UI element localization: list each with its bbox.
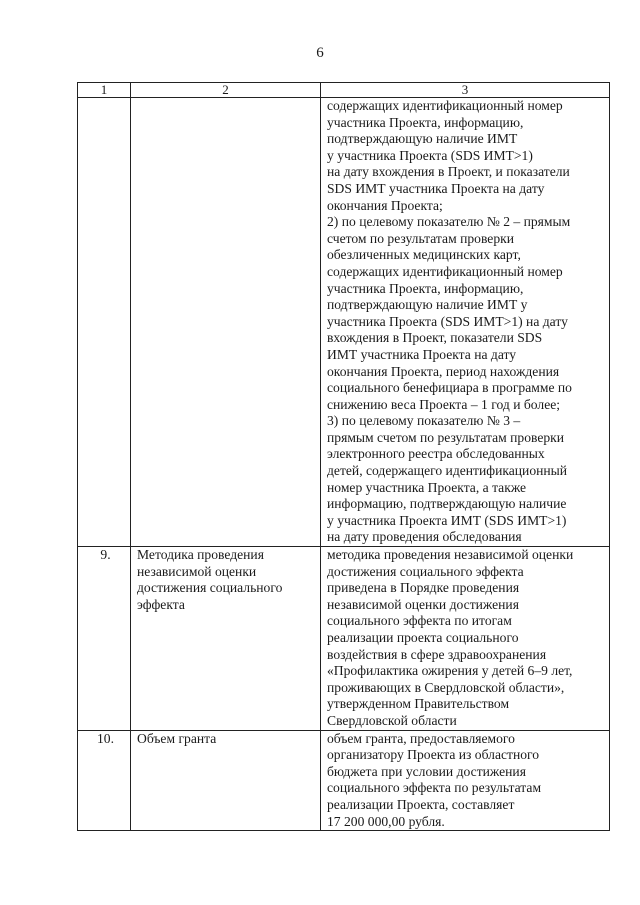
parameter-value-line: 3) по целевому показателю № 3 – — [327, 413, 521, 429]
parameter-value-line: 17 200 000,00 рубля. — [327, 813, 445, 829]
parameter-name-line: независимой оценки — [137, 563, 257, 579]
parameter-value-line: ИМТ участника Проекта на дату — [327, 346, 517, 362]
parameter-value-cell — [321, 547, 610, 731]
parameter-name-cell — [131, 730, 321, 831]
parameter-value-line: подтверждающую наличие ИМТ у — [327, 297, 528, 313]
parameter-value-line: 2) по целевому показателю № 2 – прямым — [327, 214, 571, 230]
parameter-value-line: на дату проведения обследования — [327, 529, 522, 545]
parameter-value-cell — [321, 98, 610, 547]
column-header-1: 1 — [78, 83, 131, 98]
table-row — [78, 730, 610, 831]
parameter-value-line: вхождения в Проект, показатели SDS — [327, 330, 543, 346]
parameter-value-line: окончания Проекта, период нахождения — [327, 363, 560, 379]
column-header-3: 3 — [321, 83, 610, 98]
parameter-value-line: реализации проекта социального — [327, 630, 519, 645]
parameter-value-line: обезличенных медицинских карт, — [327, 247, 521, 263]
parameter-value-cell — [321, 730, 610, 831]
page-number: 6 — [316, 45, 324, 61]
parameter-value-line: утвержденном Правительством — [327, 696, 510, 712]
parameter-value-line: участника Проекта (SDS ИМТ>1) на дату — [327, 313, 568, 329]
parameter-value-line: бюджета при условии достижения — [327, 763, 526, 779]
parameter-value-line: снижению веса Проекта – 1 год и более; — [327, 396, 561, 412]
parameter-value-line: SDS ИМТ участника Проекта на дату — [327, 180, 545, 196]
parameter-name-cell — [131, 547, 321, 731]
row-number-cell: 9. — [78, 547, 131, 731]
parameter-value-line: у участника Проекта ИМТ (SDS ИМТ>1) — [327, 512, 567, 528]
parameter-name-line: Объем гранта — [137, 730, 217, 746]
parameter-value-line: приведена в Порядке проведения — [327, 580, 520, 596]
row-number-cell — [78, 98, 131, 547]
parameter-value-line: социального эффекта по итогам — [327, 613, 512, 629]
parameter-name-line: эффекта — [137, 596, 185, 612]
parameter-value-line: независимой оценки достижения — [327, 596, 519, 612]
parameter-value-line: информацию, подтверждающую наличие — [327, 496, 567, 512]
parameter-value-line: социального эффекта по результатам — [327, 780, 542, 796]
column-header-2: 2 — [131, 83, 321, 98]
parameter-value-line: реализации Проекта, составляет — [327, 796, 515, 812]
parameter-value-line: детей, содержащего идентификационный — [327, 463, 568, 479]
parameter-value-line: содержащих идентификационный номер — [327, 98, 563, 113]
table-row — [78, 98, 610, 547]
parameter-value-line: подтверждающую наличие ИМТ — [327, 131, 518, 147]
parameter-value-line: прямым счетом по результатам проверки — [327, 429, 565, 445]
table-row — [78, 547, 610, 731]
document-table — [77, 82, 610, 831]
parameter-name-line: достижения социального — [137, 580, 283, 596]
parameter-value-line: организатору Проекта из областного — [327, 747, 540, 763]
parameter-value-line: «Профилактика ожирения у детей 6–9 лет, — [327, 663, 573, 679]
row-number-cell: 10. — [78, 730, 131, 831]
parameter-value-line: социального бенефициара в программе по — [327, 380, 572, 396]
parameter-value-line: счетом по результатам проверки — [327, 230, 514, 246]
parameter-name-line: Методика проведения — [137, 547, 264, 563]
parameter-value-line: Свердловской области — [327, 712, 457, 728]
table-body — [78, 98, 610, 831]
parameter-name-cell — [131, 98, 321, 547]
parameter-value-line: у участника Проекта (SDS ИМТ>1) — [327, 147, 533, 163]
parameter-value-line: проживающих в Свердловской области», — [327, 679, 565, 695]
parameter-value-line: достижения социального эффекта — [327, 563, 524, 579]
parameter-value-line: участника Проекта, информацию, — [327, 280, 524, 296]
parameter-value-line: воздействия в сфере здравоохранения — [327, 646, 547, 662]
parameter-value-line: на дату вхождения в Проект, и показатели — [327, 164, 570, 180]
parameter-value-line: номер участника Проекта, а также — [327, 479, 527, 495]
parameter-value-line: объем гранта, предоставляемого — [327, 730, 515, 746]
parameter-value-line: электронного реестра обследованных — [327, 446, 545, 462]
table-header-row — [78, 83, 610, 98]
parameter-value-line: содержащих идентификационный номер — [327, 263, 563, 279]
parameter-value-line: окончания Проекта; — [327, 197, 443, 213]
parameter-value-line: методика проведения независимой оценки — [327, 547, 574, 563]
parameter-value-line: участника Проекта, информацию, — [327, 114, 524, 130]
